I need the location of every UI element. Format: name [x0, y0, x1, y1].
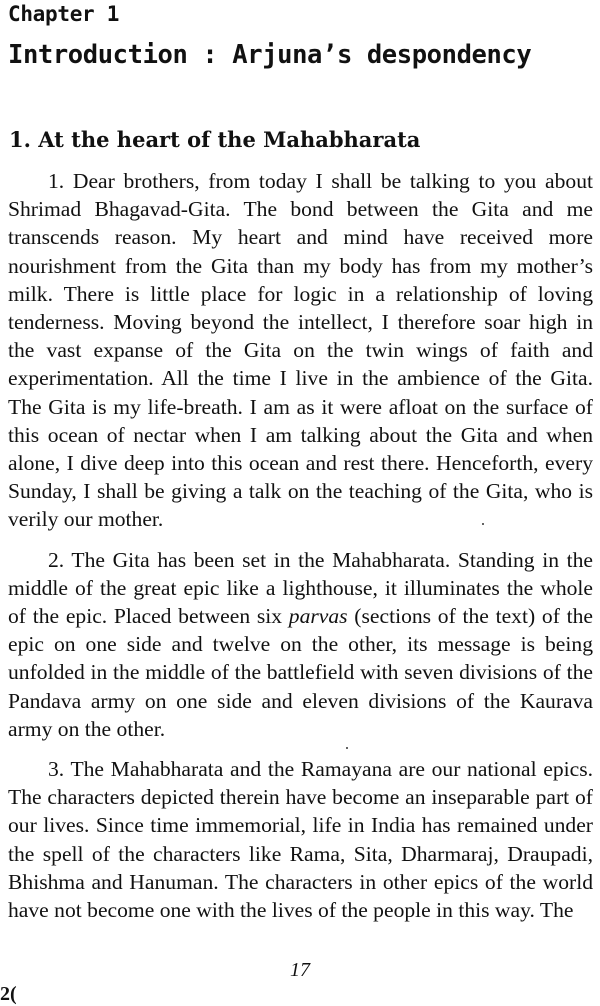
paragraph-2-text-end: (sections of the text) of the epic on one side and twelve on the other, its message is being unfolded in the middle of the battlefield with seven divisions of the Pandava army on one side and eleven divisions of the Kaurava army on the other. [8, 604, 593, 741]
ink-speck [482, 523, 484, 525]
paragraph-2-emphasis: parvas [288, 604, 348, 629]
paragraph-2 [8, 546, 593, 743]
section-heading: 1. At the heart of the Mahabharata [9, 127, 421, 152]
page-number: 17 [290, 959, 310, 981]
chapter-title: Introduction : Arjuna’s despondency [8, 40, 532, 70]
paragraph-1 [8, 167, 593, 534]
paragraph-3-text: 3. The Mahabharata and the Ramayana are our national epics. The characters depicted therein have become an inseparable part of our lives. Since time immemorial, life in India has remained under the spell of the characters like Rama, Sita, Dharmaraj, Draupadi, Bhishma and Hanuman. The characters in other epics of the world have not become one with the lives of the people in this way. The [8, 757, 593, 923]
paragraph-2-text-start: 2. The Gita has been set in the Mahabharata. Standing in the middle of the great epic like a lighthouse, it illuminates the whole of the epic. Placed between six [8, 547, 593, 629]
body-text [8, 167, 593, 924]
chapter-label: Chapter 1 [8, 2, 120, 26]
next-page-fragment: 2( [0, 983, 17, 1005]
paragraph-1-text: 1. Dear brothers, from today I shall be talking to you about Shrimad Bhagavad-Gita. The bond between the Gita and me transcends reason. My heart and mind have received more nourishment from the Gita than my body has from my mother’s milk. There is little place for logic in a relationship of loving tenderness. Moving beyond the intellect, I therefore soar high in the vast expanse of the Gita on the twin wings of faith and experimentation. All the time I live in the ambience of the Gita. The Gita is my life-breath. I am as it were afloat on the surface of this ocean of nectar when I am talking about the Gita and when alone, I dive deep into this ocean and rest there. Henceforth, every Sunday, I shall be giving a talk on the teaching of the Gita, who is verily our mother. [8, 169, 593, 532]
paragraph-3 [8, 755, 593, 924]
ink-speck [346, 747, 348, 749]
